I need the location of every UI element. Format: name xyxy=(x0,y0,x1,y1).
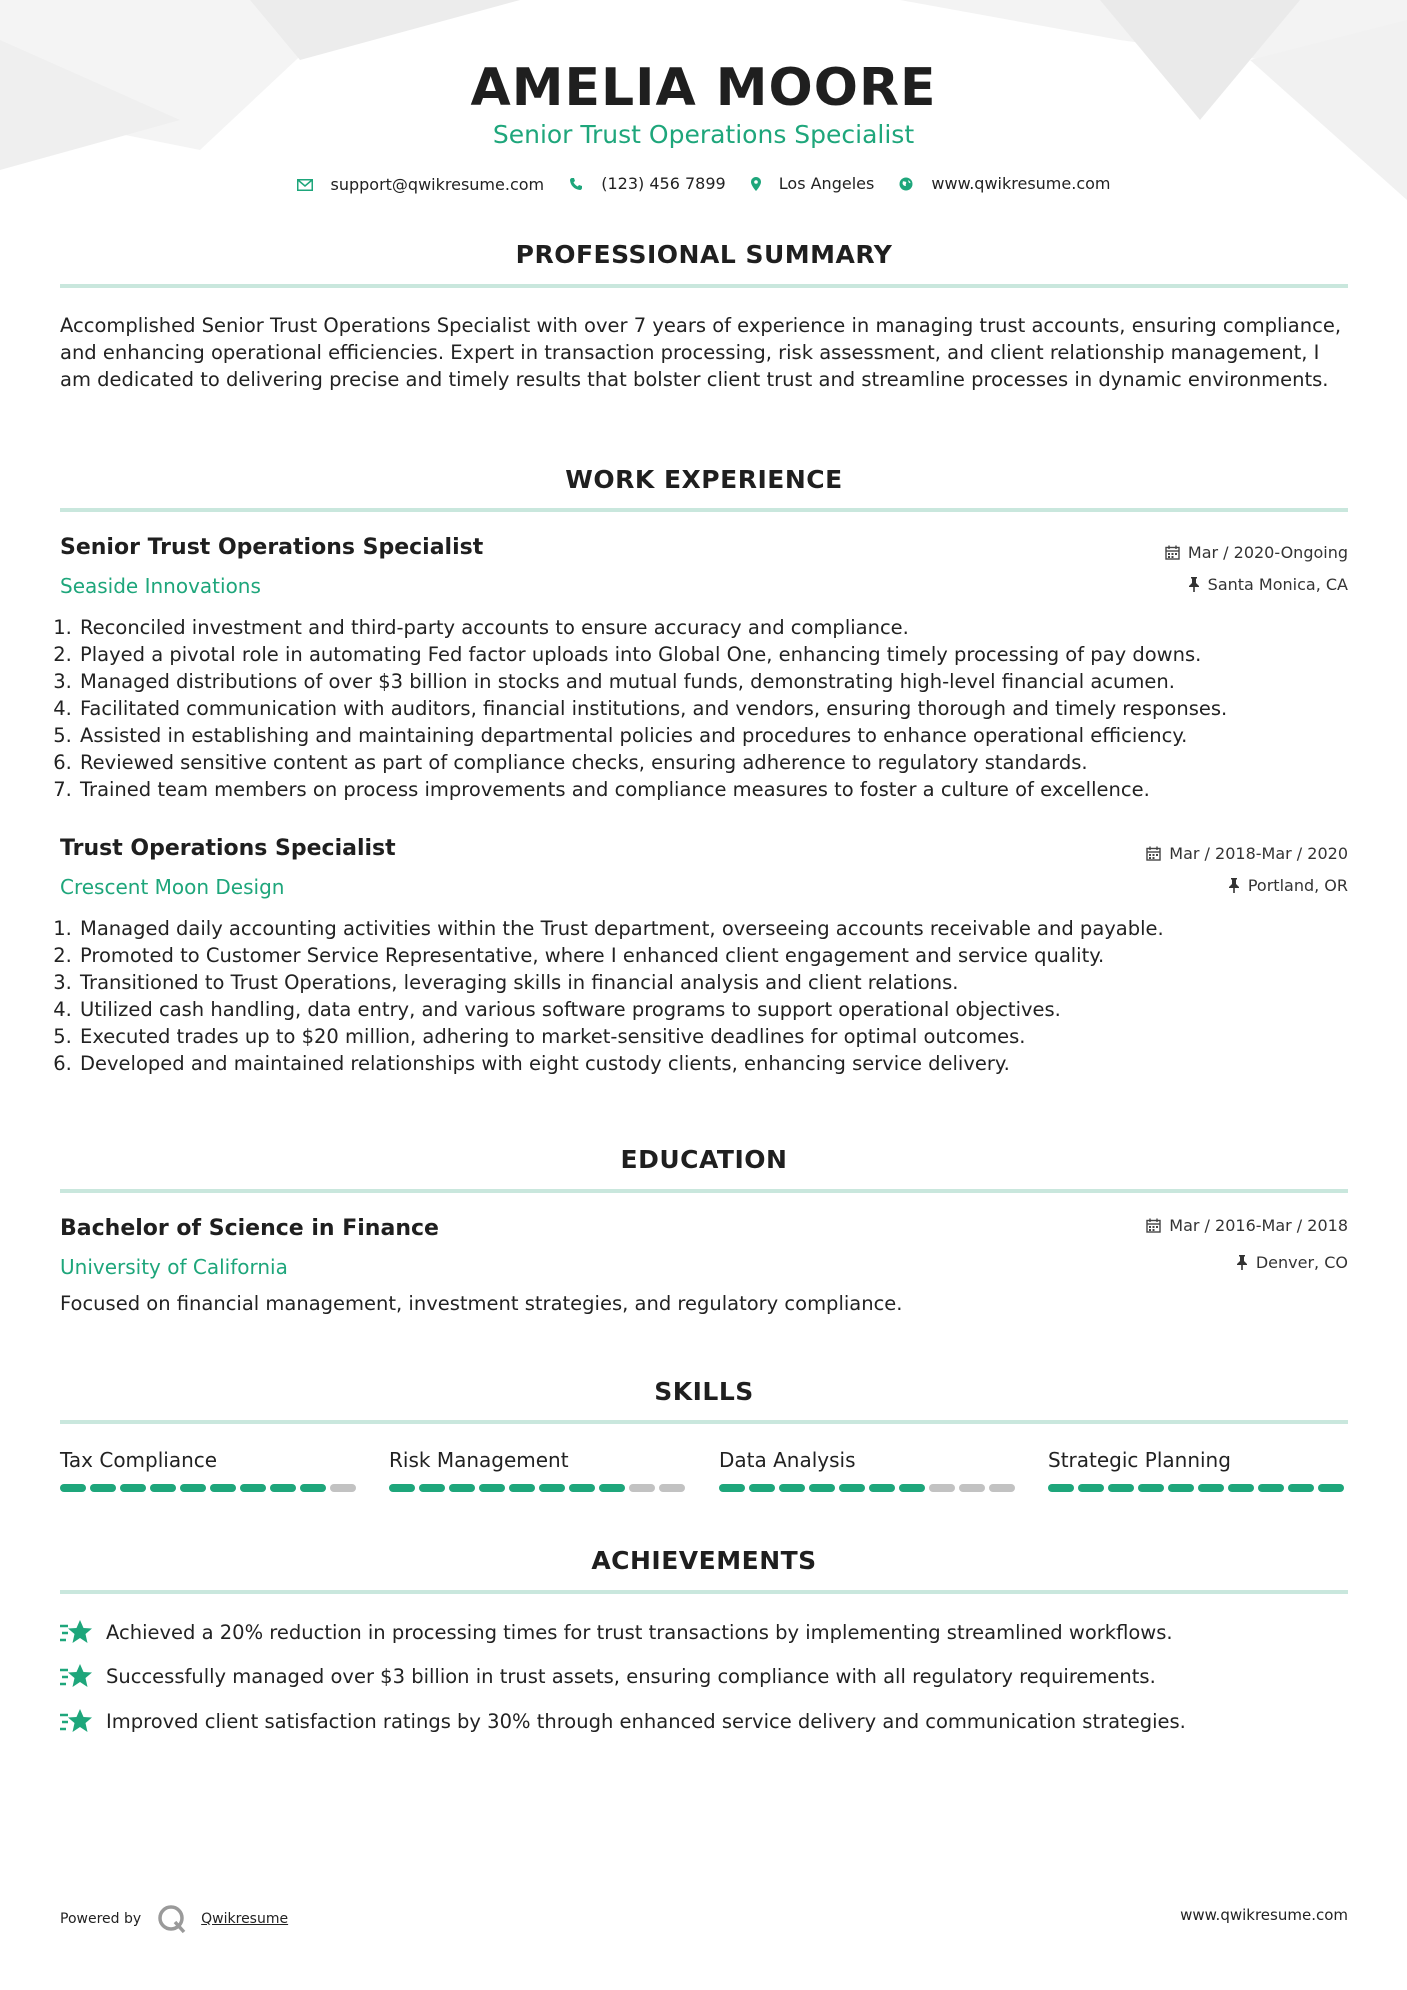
powered-by-label: Powered by xyxy=(60,1911,142,1927)
skill-dot-filled xyxy=(479,1484,505,1492)
education-divider xyxy=(60,1189,1348,1193)
list-item: 5. Assisted in establishing and maintaining departmental policies and procedures to enhance operational efficiency. xyxy=(78,722,1368,749)
skill-dot-filled xyxy=(839,1484,865,1492)
skill-name: Strategic Planning xyxy=(1048,1448,1231,1472)
achievement-item xyxy=(60,1618,1350,1646)
skill-rating xyxy=(719,1484,1019,1492)
skills-heading: SKILLS xyxy=(654,1377,754,1406)
list-item: 1. Managed daily accounting activities within the Trust department, overseeing accounts receivable and payable. xyxy=(78,915,1368,942)
job-title: Senior Trust Operations Specialist xyxy=(60,535,484,560)
skill-dot-filled xyxy=(180,1484,206,1492)
skill-dot-filled xyxy=(449,1484,475,1492)
contact-website[interactable] xyxy=(899,174,1110,193)
job-bullets xyxy=(60,915,1368,1077)
list-item: 3. Transitioned to Trust Operations, leveraging skills in financial analysis and client relations. xyxy=(78,969,1368,996)
skill-rating xyxy=(60,1484,360,1492)
job-dates-text: Mar / 2018-Mar / 2020 xyxy=(1169,844,1348,863)
contact-phone[interactable] xyxy=(569,174,725,193)
calendar-icon xyxy=(1146,846,1161,861)
education-description: Focused on financial management, investment strategies, and regulatory compliance. xyxy=(60,1292,903,1315)
star-icon xyxy=(60,1707,92,1735)
skill-dot-filled xyxy=(150,1484,176,1492)
achievement-text: Successfully managed over $3 billion in trust assets, ensuring compliance with all regulatory requirements. xyxy=(106,1664,1156,1688)
website-text: www.qwikresume.com xyxy=(931,174,1111,193)
job-location-text: Portland, OR xyxy=(1247,876,1348,895)
skill-dot-filled xyxy=(719,1484,745,1492)
job-dates xyxy=(1165,543,1348,562)
skill-dot-filled xyxy=(240,1484,266,1492)
list-item: 5. Executed trades up to $20 million, adhering to market-sensitive deadlines for optimal outcomes. xyxy=(78,1023,1368,1050)
skill-name: Data Analysis xyxy=(719,1448,856,1472)
job-company: Seaside Innovations xyxy=(60,574,261,598)
skill-dot-filled xyxy=(60,1484,86,1492)
skill-dot-filled xyxy=(300,1484,326,1492)
globe-icon xyxy=(899,177,913,191)
achievements-divider xyxy=(60,1590,1348,1594)
experience-heading: WORK EXPERIENCE xyxy=(565,465,843,494)
envelope-icon xyxy=(297,179,313,191)
skill-dot-filled xyxy=(599,1484,625,1492)
calendar-icon xyxy=(1165,545,1180,560)
job-location xyxy=(1188,575,1348,594)
skill-item xyxy=(60,1448,360,1492)
list-item: 6. Reviewed sensitive content as part of compliance checks, ensuring adherence to regulatory standards. xyxy=(78,749,1368,776)
skill-dot-filled xyxy=(1228,1484,1254,1492)
job-dates xyxy=(1146,844,1348,863)
skill-name: Risk Management xyxy=(389,1448,569,1472)
skill-dot-filled xyxy=(270,1484,296,1492)
skill-dot-filled xyxy=(1108,1484,1134,1492)
skill-dot-filled xyxy=(749,1484,775,1492)
candidate-title: Senior Trust Operations Specialist xyxy=(492,120,915,149)
skill-dot-filled xyxy=(569,1484,595,1492)
skill-dot-empty xyxy=(929,1484,955,1492)
email-text: support@qwikresume.com xyxy=(330,175,545,194)
skill-dot-filled xyxy=(389,1484,415,1492)
skill-dot-filled xyxy=(869,1484,895,1492)
achievements-heading: ACHIEVEMENTS xyxy=(591,1546,817,1575)
skill-dot-empty xyxy=(659,1484,685,1492)
skill-item xyxy=(389,1448,689,1492)
skill-dot-filled xyxy=(809,1484,835,1492)
job-title: Trust Operations Specialist xyxy=(60,836,396,861)
skill-dot-filled xyxy=(1198,1484,1224,1492)
job-bullets xyxy=(60,614,1368,803)
phone-text: (123) 456 7899 xyxy=(601,174,726,193)
list-item: 2. Played a pivotal role in automating Fed factor uploads into Global One, enhancing timely processing of pay downs. xyxy=(78,641,1368,668)
skill-dot-filled xyxy=(1288,1484,1314,1492)
skill-rating xyxy=(1048,1484,1348,1492)
skill-dot-filled xyxy=(210,1484,236,1492)
summary-divider xyxy=(60,284,1348,288)
achievement-item xyxy=(60,1707,1350,1735)
contact-bar xyxy=(0,174,1407,195)
footer-website[interactable]: www.qwikresume.com xyxy=(1180,1906,1348,1924)
education-dates xyxy=(1146,1216,1348,1235)
list-item: 3. Managed distributions of over $3 billion in stocks and mutual funds, demonstrating high-level financial acumen. xyxy=(78,668,1368,695)
skill-name: Tax Compliance xyxy=(60,1448,218,1472)
skill-dot-filled xyxy=(1048,1484,1074,1492)
contact-location xyxy=(751,174,875,193)
skill-dot-filled xyxy=(899,1484,925,1492)
list-item: 1. Reconciled investment and third-party accounts to ensure accuracy and compliance. xyxy=(78,614,1368,641)
skill-dot-filled xyxy=(1168,1484,1194,1492)
skills-divider xyxy=(60,1420,1348,1424)
skill-dot-filled xyxy=(120,1484,146,1492)
summary-heading: PROFESSIONAL SUMMARY xyxy=(515,240,893,269)
achievement-item xyxy=(60,1662,1350,1690)
skill-dot-filled xyxy=(90,1484,116,1492)
list-item: 4. Utilized cash handling, data entry, and various software programs to support operational objectives. xyxy=(78,996,1368,1023)
skill-dot-empty xyxy=(989,1484,1015,1492)
qwikresume-logo-icon xyxy=(157,1904,187,1934)
achievement-text: Improved client satisfaction ratings by 30% through enhanced service delivery and communication strategies. xyxy=(106,1709,1186,1733)
skill-item xyxy=(1048,1448,1348,1492)
job-location xyxy=(1228,876,1348,895)
experience-divider xyxy=(60,508,1348,512)
skill-item xyxy=(719,1448,1019,1492)
skill-dot-filled xyxy=(1138,1484,1164,1492)
list-item: 7. Trained team members on process improvements and compliance measures to foster a culture of excellence. xyxy=(78,776,1368,803)
brand-link[interactable]: Qwikresume xyxy=(201,1911,289,1927)
job-location-text: Santa Monica, CA xyxy=(1207,575,1348,594)
skill-dot-empty xyxy=(330,1484,356,1492)
list-item: 6. Developed and maintained relationships with eight custody clients, enhancing service delivery. xyxy=(78,1050,1368,1077)
skill-dot-empty xyxy=(629,1484,655,1492)
phone-icon xyxy=(569,177,583,191)
location-text: Los Angeles xyxy=(778,174,875,193)
skill-dot-empty xyxy=(959,1484,985,1492)
job-company: Crescent Moon Design xyxy=(60,875,285,899)
achievement-text: Achieved a 20% reduction in processing times for trust transactions by implementing streamlined workflows. xyxy=(106,1620,1173,1644)
pushpin-icon xyxy=(1236,1255,1248,1270)
map-pin-icon xyxy=(751,177,761,191)
degree-title: Bachelor of Science in Finance xyxy=(60,1216,439,1241)
education-dates-text: Mar / 2016-Mar / 2018 xyxy=(1169,1216,1348,1235)
education-location-text: Denver, CO xyxy=(1255,1253,1348,1272)
calendar-icon xyxy=(1146,1218,1161,1233)
education-heading: EDUCATION xyxy=(620,1145,788,1174)
summary-text: Accomplished Senior Trust Operations Specialist with over 7 years of experience in managing trust accounts, ensuring compliance, and enhancing operational efficiencies. Expert in transaction processing, risk assessment, and client relationship management, I am dedicated to delivering precise and timely results that bolster client trust and streamline processes in dynamic environments. xyxy=(60,314,1342,391)
skill-rating xyxy=(389,1484,689,1492)
skill-dot-filled xyxy=(509,1484,535,1492)
education-location xyxy=(1236,1253,1348,1272)
footer-powered-by xyxy=(60,1904,288,1934)
skill-dot-filled xyxy=(419,1484,445,1492)
list-item: 2. Promoted to Customer Service Representative, where I enhanced client engagement and service quality. xyxy=(78,942,1368,969)
star-icon xyxy=(60,1618,92,1646)
skill-dot-filled xyxy=(1078,1484,1104,1492)
star-icon xyxy=(60,1662,92,1690)
school-name: University of California xyxy=(60,1255,288,1279)
skill-dot-filled xyxy=(779,1484,805,1492)
pushpin-icon xyxy=(1188,577,1200,592)
contact-email[interactable] xyxy=(297,175,545,194)
candidate-name: AMELIA MOORE xyxy=(470,58,937,118)
job-dates-text: Mar / 2020-Ongoing xyxy=(1187,543,1348,562)
list-item: 4. Facilitated communication with auditors, financial institutions, and vendors, ensuring thorough and timely responses. xyxy=(78,695,1368,722)
skill-dot-filled xyxy=(1318,1484,1344,1492)
pushpin-icon xyxy=(1228,878,1240,893)
skill-dot-filled xyxy=(539,1484,565,1492)
skill-dot-filled xyxy=(1258,1484,1284,1492)
